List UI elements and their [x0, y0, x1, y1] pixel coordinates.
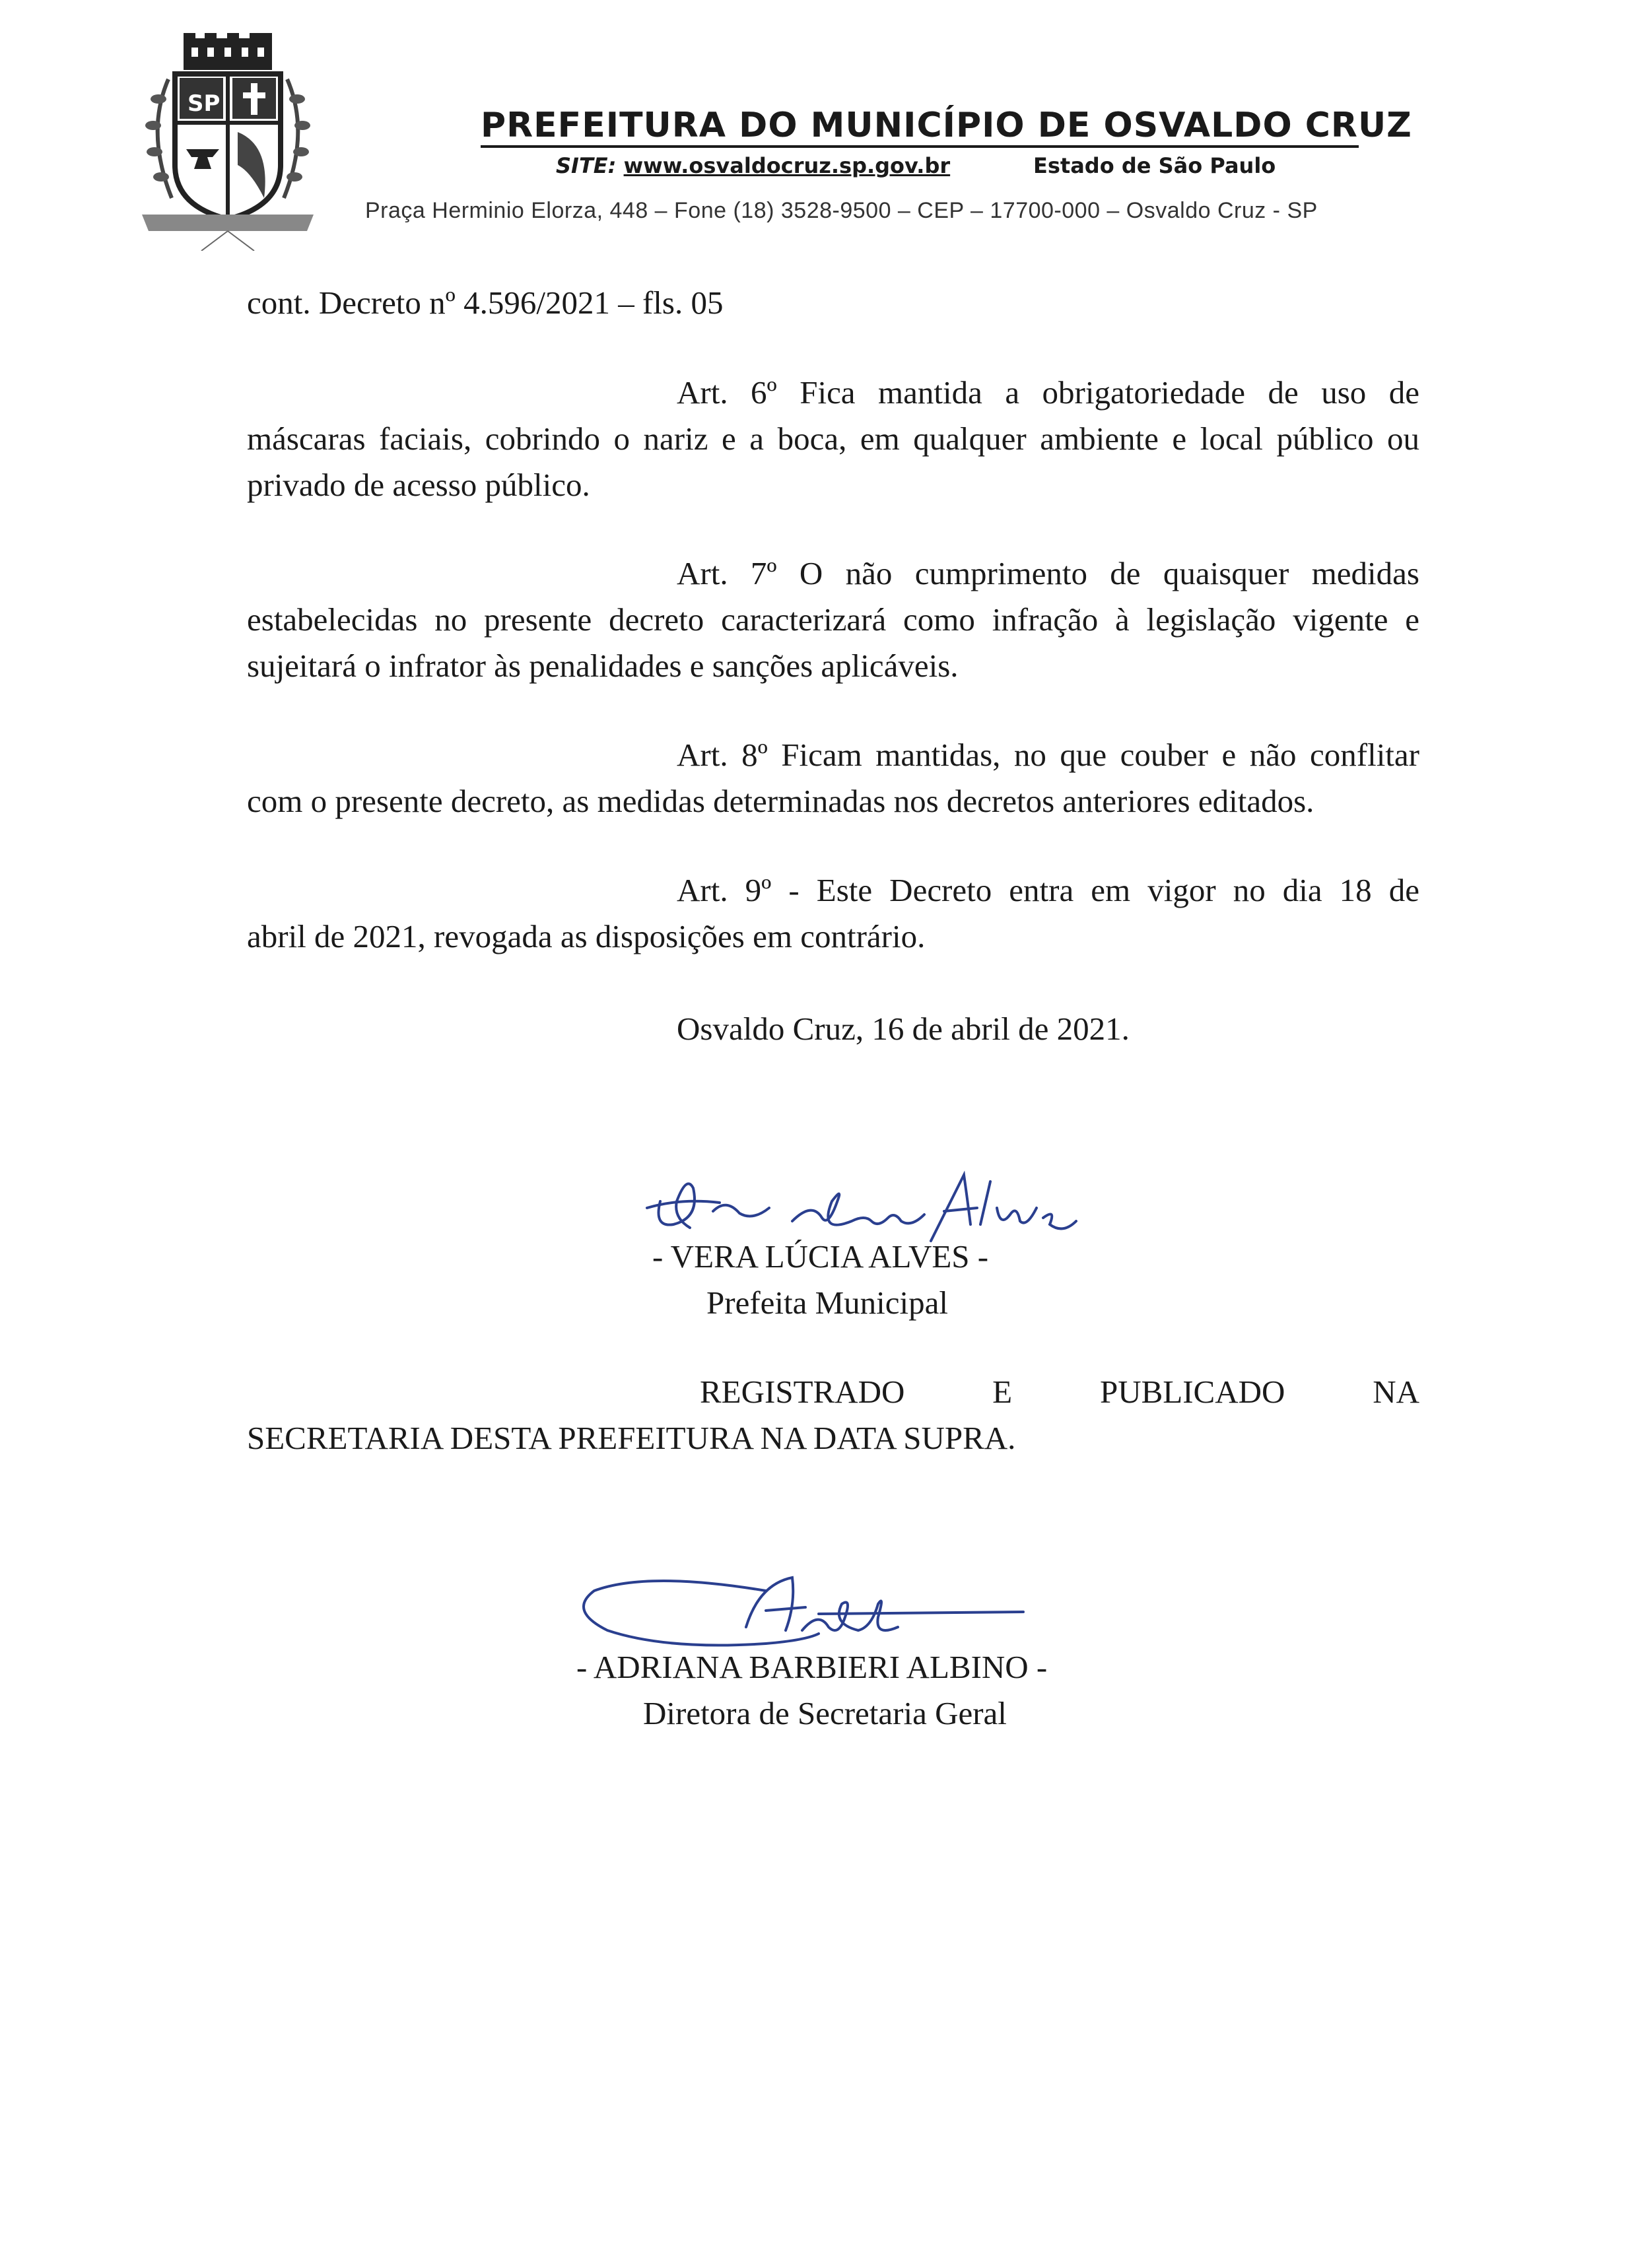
- art7-line-2: estabelecidas no presente decreto caracterizará como infração à legislação vigente e: [247, 601, 1419, 638]
- signature-vera-lucia-alves: [640, 1162, 1103, 1248]
- signer1-name: - VERA LÚCIA ALVES -: [652, 1238, 989, 1275]
- signature-adriana-barbieri-albino: [568, 1564, 1030, 1657]
- date-place: Osvaldo Cruz, 16 de abril de 2021.: [677, 1011, 1130, 1047]
- art8-line-2: com o presente decreto, as medidas determinadas nos decretos anteriores editados.: [247, 783, 1314, 819]
- art7-line-3: sujeitará o infrator às penalidades e sanções aplicáveis.: [247, 648, 959, 684]
- municipal-crest-icon: [139, 33, 317, 251]
- registry-line-1: REGISTRADO E PUBLICADO NA: [700, 1374, 1419, 1410]
- continuation-line: cont. Decreto nº 4.596/2021 – fls. 05: [247, 284, 724, 321]
- art6-line-3: privado de acesso público.: [247, 467, 590, 503]
- crest-text: SP: [187, 90, 221, 117]
- art6-line-2: máscaras faciais, cobrindo o nariz e a boca, em qualquer ambiente e local público ou: [247, 420, 1419, 457]
- signer1-title: Prefeita Municipal: [706, 1284, 949, 1321]
- art8-line-1: Art. 8º Ficam mantidas, no que couber e não conflitar: [677, 737, 1419, 773]
- header-title: PREFEITURA DO MUNICÍPIO DE OSVALDO CRUZ: [481, 106, 1412, 145]
- signer2-title: Diretora de Secretaria Geral: [643, 1695, 1007, 1731]
- art9-line-2: abril de 2021, revogada as disposições em contrário.: [247, 918, 926, 954]
- art9-line-1: Art. 9º - Este Decreto entra em vigor no dia 18 de: [677, 872, 1419, 908]
- registry-line-2: SECRETARIA DESTA PREFEITURA NA DATA SUPRA.: [247, 1420, 1016, 1456]
- site-url-link[interactable]: www.osvaldocruz.sp.gov.br: [623, 153, 951, 178]
- site-label: SITE:: [556, 153, 617, 178]
- header-site: [556, 153, 950, 178]
- signer2-name: - ADRIANA BARBIERI ALBINO -: [576, 1649, 1048, 1685]
- header-state: Estado de São Paulo: [1033, 153, 1276, 178]
- header-address: Praça Herminio Elorza, 448 – Fone (18) 3528-9500 – CEP – 17700-000 – Osvaldo Cruz - SP: [365, 198, 1318, 223]
- art6-line-1: Art. 6º Fica mantida a obrigatoriedade de uso de: [677, 374, 1419, 411]
- art7-line-1: Art. 7º O não cumprimento de quaisquer medidas: [677, 555, 1419, 591]
- header-rule: [481, 145, 1359, 148]
